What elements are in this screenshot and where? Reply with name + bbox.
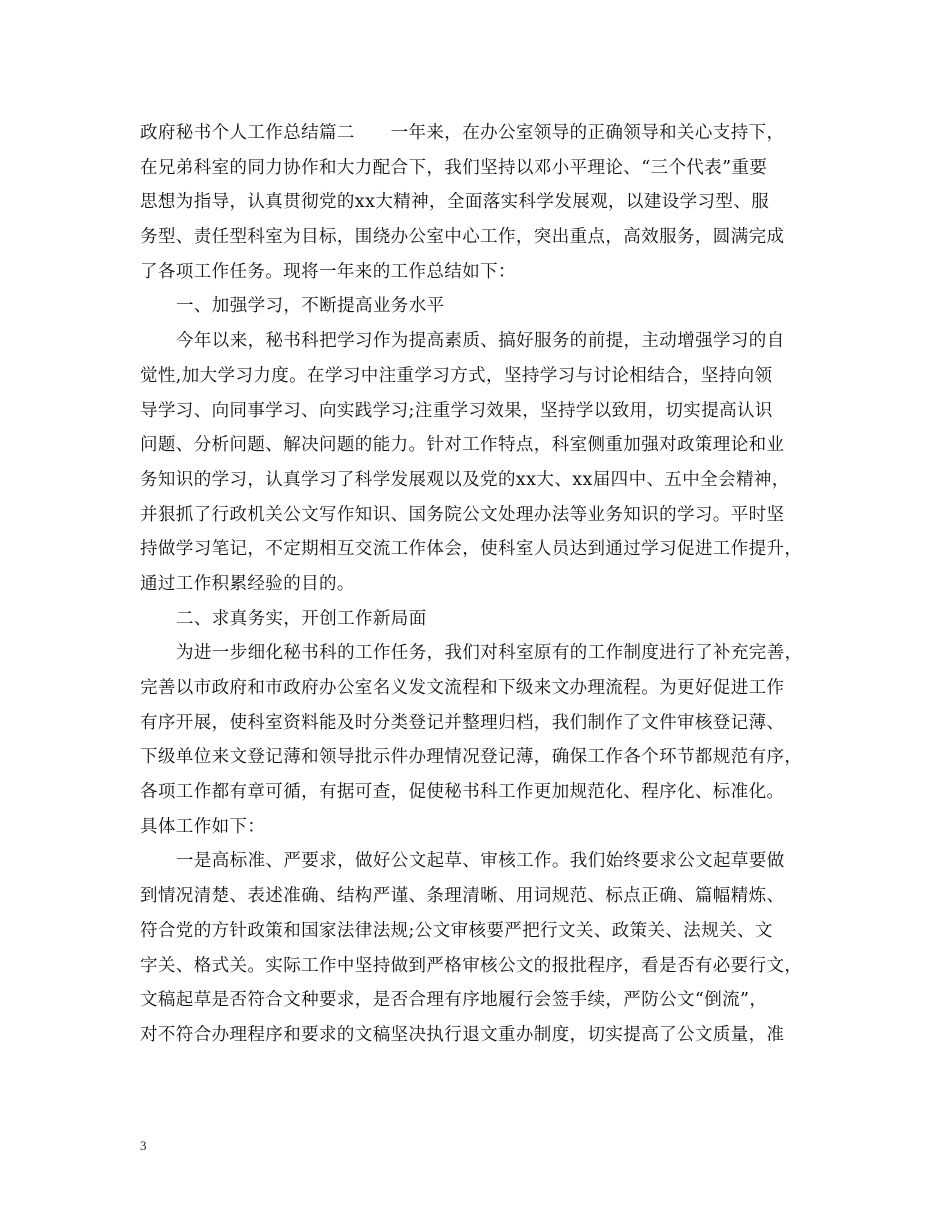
text-line: 文稿起草是否符合文种要求，是否合理有序地履行会签手续，严防公文“倒流”， bbox=[140, 990, 768, 1011]
text-line: 具体工作如下： bbox=[140, 816, 266, 837]
text-line: 字关、格式关。实际工作中坚持做到严格审核公文的报批程序，看是否有必要行文， bbox=[140, 955, 803, 976]
text-line: 对不符合办理程序和要求的文稿坚决执行退文重办制度，切实提高了公文质量，准 bbox=[140, 1024, 785, 1045]
text-line: 到情况清楚、表述准确、结构严谨、条理清晰、用词规范、标点正确、篇幅精炼、 bbox=[140, 886, 785, 907]
text-line: 问题、分析问题、解决问题的能力。针对工作特点，科室侧重加强对政策理论和业 bbox=[140, 435, 785, 456]
text-line: 政府秘书个人工作总结篇二 一年来，在办公室领导的正确领导和关心支持下， bbox=[140, 123, 785, 143]
text-line: 通过工作积累经验的目的。 bbox=[140, 573, 355, 594]
text-line: 觉性,加大学习力度。在学习中注重学习方式，坚持学习与讨论相结合，坚持向领 bbox=[140, 365, 773, 386]
text-line: 务型、责任型科室为目标，围绕办公室中心工作，突出重点，高效服务，圆满完成 bbox=[140, 227, 785, 248]
text-line: 思想为指导，认真贯彻党的xx大精神，全面落实科学发展观，以建设学习型、服 bbox=[140, 192, 770, 213]
text-line: 并狠抓了行政机关公文写作知识、国务院公文处理办法等业务知识的学习。平时坚 bbox=[140, 504, 785, 525]
text-line: 一是高标准、严要求，做好公文起草、审核工作。我们始终要求公文起草要做 bbox=[176, 851, 785, 872]
text-line: 今年以来，秘书科把学习作为提高素质、搞好服务的前提，主动增强学习的自 bbox=[176, 331, 785, 352]
text-line: 完善以市政府和市政府办公室名义发文流程和下级来文办理流程。为更好促进工作 bbox=[140, 678, 785, 698]
section-heading: 一、加强学习，不断提高业务水平 bbox=[176, 296, 445, 317]
text-line: 各项工作都有章可循，有据可查，促使秘书科工作更加规范化、程序化、标准化。 bbox=[140, 782, 785, 803]
text-line: 持做学习笔记，不定期相互交流工作体会，使科室人员达到通过学习促进工作提升， bbox=[140, 539, 803, 560]
text-line: 导学习、向同事学习、向实践学习;注重学习效果，坚持学以致用，切实提高认识 bbox=[140, 400, 773, 421]
text-line: 为进一步细化秘书科的工作任务，我们对科室原有的工作制度进行了补充完善， bbox=[176, 643, 803, 664]
page-number: 3 bbox=[140, 1138, 147, 1153]
text-line: 务知识的学习，认真学习了科学发展观以及党的xx大、xx届四中、五中全会精神， bbox=[140, 469, 790, 490]
document-body bbox=[140, 116, 812, 1053]
text-line: 下级单位来文登记薄和领导批示件办理情况登记薄，确保工作各个环节都规范有序， bbox=[140, 747, 803, 768]
text-line: 在兄弟科室的同力协作和大力配合下，我们坚持以邓小平理论、“三个代表”重要 bbox=[140, 157, 768, 178]
text-line: 了各项工作任务。现将一年来的工作总结如下： bbox=[140, 261, 516, 282]
text-line: 有序开展，使科室资料能及时分类登记并整理归档，我们制作了文件审核登记薄、 bbox=[140, 712, 785, 733]
text-line: 符合党的方针政策和国家法律法规;公文审核要严把行文关、政策关、法规关、文 bbox=[140, 920, 773, 941]
section-heading: 二、求真务实，开创工作新局面 bbox=[176, 608, 427, 629]
